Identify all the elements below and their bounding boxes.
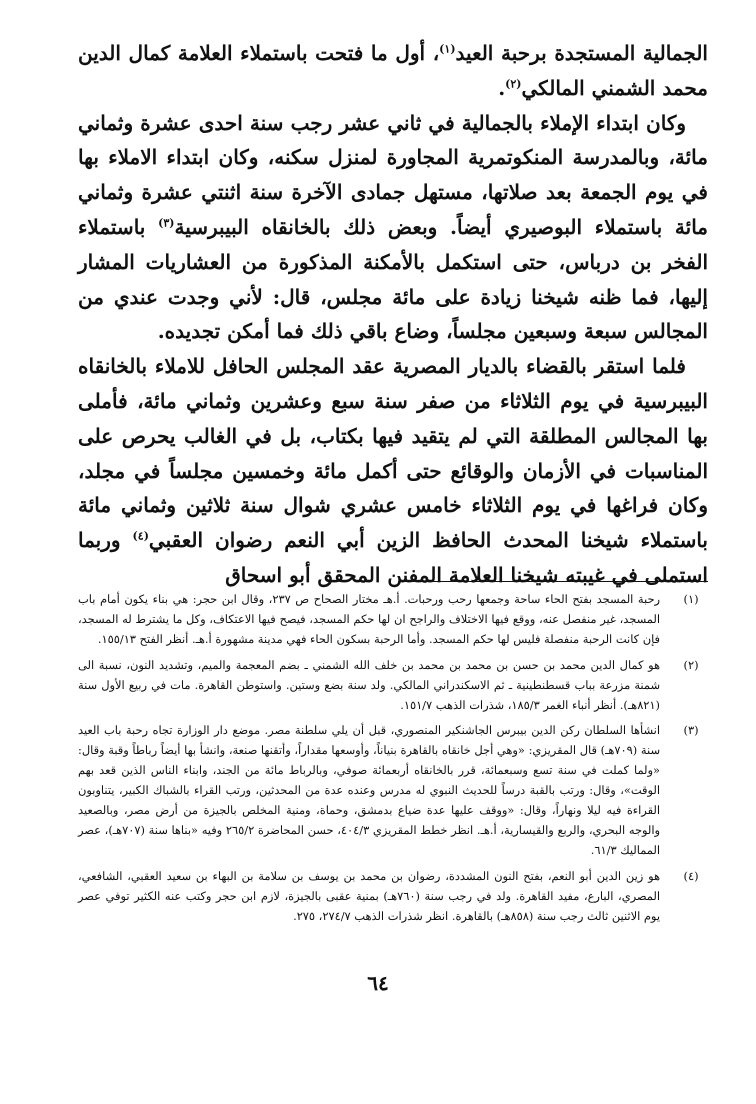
footnotes: [78, 590, 708, 933]
footnote-1: [78, 590, 708, 650]
footnote-ref-4[interactable]: (٤): [132, 529, 149, 543]
paragraph-3: [78, 349, 708, 593]
footnote-2: [78, 656, 708, 716]
paragraph-2-text-a: وكان ابتداء الإملاء بالجمالية في ثاني عشر رجب سنة احدى عشرة وثماني مائة، وبالمدرسة المنكوتمرية المجاورة لمنزل سكنه، وكان ابتداء الاملاء بها في يوم الجمعة بعد صلاتها، مستهل جمادى الآخرة سنة اثنتي عشرة وثماني مائة باستملاء البوصيري أيضاً. وبعض ذلك بالخانقاه البيبرسية: [78, 110, 708, 239]
footnote-number: (٢): [683, 657, 699, 672]
footnote-text: انشأها السلطان ركن الدين بيبرس الجاشنكير المنصوري، قبل أن يلي سلطنة مصر. موضع دار الوزارة تجاه رحبة باب العيد سنة (٧٠٩هـ) قال المقريزي: «وهي أجل خانقاه بالقاهرة بنياناً، وأوسعها مقداراً، وأتقنها صنعة، وانشأ بها أيضاً رباطاً وقبة وقال: «ولما كملت في سنة تسع وسبعمائة، قرر بالخانقاه أربعمائة صوفي، وبالرباط مائة من الجند، وابناء الناس الذين قعد بهم الوقت»، وقال: ورتب بالقبة درساً للحديث النبوي له مدرس وعنده عدة من المحدثين، ورتب القراء بالشباك الكبير، يتناوبون القراءة فيه ليلا ونهاراً، وقال: «ووقف عليها عدة ضياع بدمشق، وحماة، ومنية المخلص بالجيزة من أرض مصر، وبالصعيد والوجه البحري، والربع والقيسارية، أ.هـ. انظر خطط المقريزي ٤٠٤/٣، حسن المحاضرة ٢٦٥/٢ وفيه «بناها سنة (٧٠٧هـ)، عصر المماليك ٦١/٣.: [78, 723, 661, 857]
footnote-3: [78, 721, 708, 860]
footnote-4: [78, 867, 708, 927]
footnote-ref-2[interactable]: (٢): [505, 77, 522, 91]
paragraph-2-text-b: باستملاء الفخر بن درباس، حتى استكمل بالأمكنة المذكورة من العشاريات المشار إليها، فما ظنه شيخنا زيادة على مائة مجلس، قال: لأني وجدت عندي من المجالس سبعة وسبعين مجلساً، وضاع باقي ذلك فما أمكن تجديده.: [78, 214, 708, 344]
page-number: ٦٤: [367, 971, 389, 995]
footnote-ref-3[interactable]: (٣): [158, 216, 175, 230]
footnote-text: هو كمال الدين محمد بن حسن بن محمد بن محمد بن خلف الله الشمني ـ بضم المعجمة والميم، وتشديد النون، نسبة الى شمنة مزرعة بباب قسطنطينية ـ ثم الاسكندراني المالكي. ولد سنة بضع وستين. واستوطن القاهرة. مات في ربيع الأول سنة (٨٢١هـ). أنظر أنباء الغمر ١٨٥/٣، شذرات الذهب ١٥١/٧.: [78, 657, 660, 712]
paragraph-1: [78, 36, 708, 106]
footnote-separator: [398, 581, 708, 582]
footnote-number: (٤): [683, 868, 699, 883]
paragraph-3-text-a: فلما استقر بالقضاء بالديار المصرية عقد المجلس الحافل للاملاء بالخانقاه البيبرسية في يوم الثلاثاء من صفر سنة سبع وعشرين وثماني مائة، فأملى بها المجالس المطلقة التي لم يتقيد فيها بكتاب، بل في الغالب يحرص على المناسبات في الأزمان والوقائع حتى أكمل مائة وخمسين مجلساً في مجلد، وكان فراغها في يوم الثلاثاء خامس عشري شوال سنة ثلاثين وثماني مائة باستملاء شيخنا المحدث الحافظ الزين أبي النعم رضوان العقبي: [78, 354, 708, 553]
paragraph-1-text-a: الجمالية المستجدة برحبة العيد: [455, 41, 708, 65]
footnote-text: هو زين الدين أبو النعم، بفتح النون المشددة، رضوان بن محمد بن يوسف بن سلامة بن البهاء بن سعيد العقبي، الشافعي، المصري، البارع، مفيد القاهرة. ولد في رجب سنة (٧٦٠هـ) بمنية عقبى بالجيزة، لازم ابن حجر وكتب عنه الكثير توفي عصر يوم الاثنين ثالث رجب سنة (٨٥٨هـ) بالقاهرة. انظر شذرات الذهب ٢٧٤/٧، ٢٧٥.: [78, 868, 660, 923]
footnote-number: (٣): [683, 723, 699, 738]
paragraph-1-text-b: ، أول ما فتحت باستملاء العلامة كمال الدين محمد الشمني المالكي: [78, 41, 708, 100]
footnote-text: رحبة المسجد بفتح الحاء ساحة وجمعها رحب ورحبات. أ.هـ مختار الصحاح ص ٢٣٧، وقال ابن حجر: هي بناء يكون أمام باب المسجد، غير منفصل عنه، ووقع فيها الاختلاف والراجح ان لها حكم المسجد، فيصح فيها الاعتكاف، وكل ما يشترط له المسجد، فإن كانت الرحبة منفصلة فليس لها حكم المسجد. وأما الرحبة بسكون الحاء فهي مدينة مشهورة أ.هـ. أنظر الفتح ١٥٥/١٣.: [78, 592, 660, 646]
paragraph-3-text-b: وربما استملى في غيبته شيخنا العلامة المفنن المحقق أبو اسحاق: [78, 528, 708, 587]
paragraph-2: [78, 106, 708, 350]
footnote-ref-1[interactable]: (١): [439, 42, 456, 56]
paragraph-1-text-c: .: [498, 75, 506, 100]
footnote-number: (١): [683, 592, 699, 606]
main-text: [78, 36, 708, 593]
